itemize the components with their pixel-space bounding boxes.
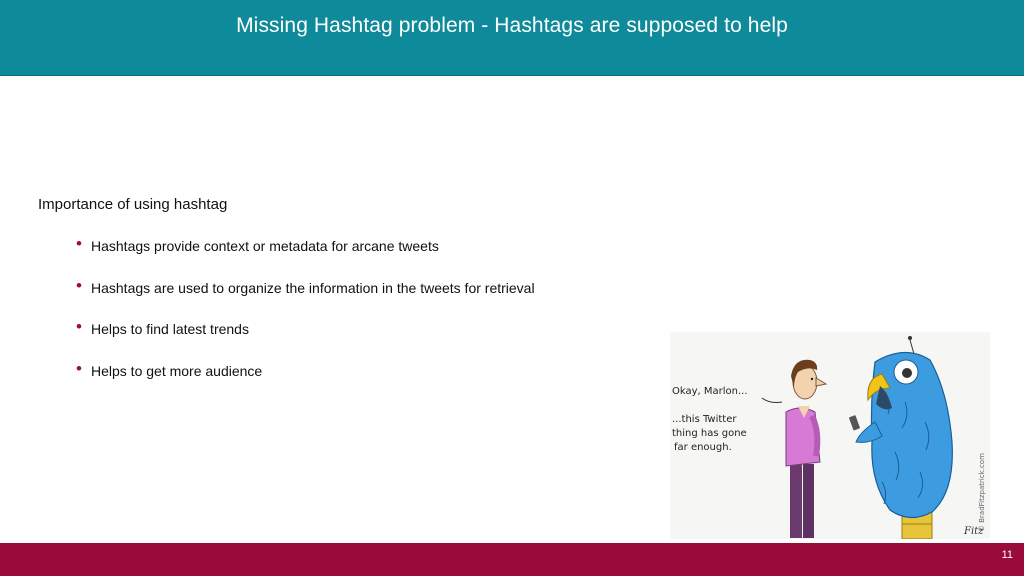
title-bar xyxy=(0,0,1024,76)
bullet-text: Hashtags provide context or metadata for arcane tweets xyxy=(91,238,439,254)
speech-line-3: thing has gone xyxy=(672,428,747,439)
section-heading: Importance of using hashtag xyxy=(38,196,228,213)
bullet-list xyxy=(76,234,535,404)
page-number: 11 xyxy=(1001,549,1013,561)
bullet-text: Helps to get more audience xyxy=(91,362,263,379)
speech-line-2: ...this Twitter xyxy=(672,414,737,425)
cartoon-drawing xyxy=(670,332,990,539)
speech-line-1: Okay, Marlon... xyxy=(672,386,748,397)
blue-bird-figure xyxy=(849,336,953,518)
man-figure xyxy=(786,360,826,538)
speech-tail xyxy=(762,398,782,403)
cartoon-illustration xyxy=(670,332,990,539)
speech-line-4: far enough. xyxy=(674,442,732,453)
footer-bar xyxy=(0,543,1024,576)
bullet-dot-icon: • xyxy=(76,275,82,295)
cartoon-credit: © BradFitzpatrick.com xyxy=(978,453,986,532)
bullet-text: Hashtags are used to organize the information in the tweets for retrieval xyxy=(91,279,535,296)
cartoon-signature: Fitz xyxy=(964,526,984,537)
bullet-dot-icon: • xyxy=(76,317,82,336)
bullet-item xyxy=(76,275,535,322)
bullet-item xyxy=(76,317,535,363)
bullet-dot-icon: • xyxy=(76,358,82,378)
bullet-dot-icon: • xyxy=(76,234,82,253)
slide-title: Missing Hashtag problem - Hashtags are supposed to help xyxy=(236,14,788,37)
bullet-item xyxy=(76,234,535,280)
bullet-text: Helps to find latest trends xyxy=(91,321,249,337)
bullet-item xyxy=(76,358,535,405)
